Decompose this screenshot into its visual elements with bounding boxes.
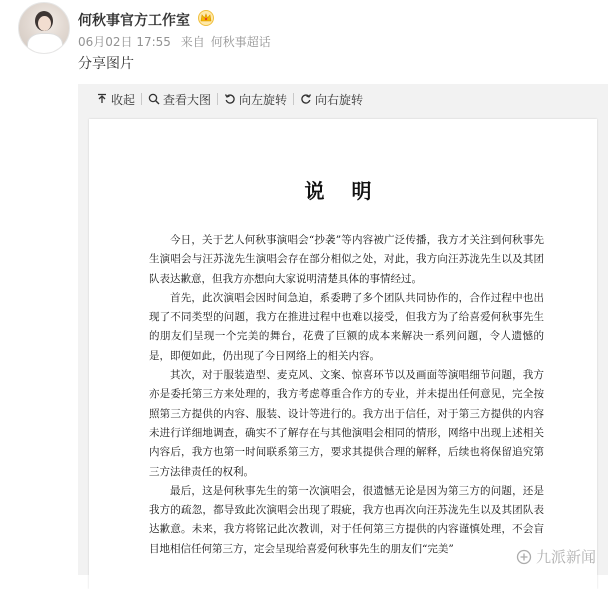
author-name[interactable]: 何秋事官方工作室 bbox=[78, 13, 190, 29]
collapse-label: 收起 bbox=[111, 92, 136, 107]
document-paragraph: 最后，这是何秋事先生的第一次演唱会，很遗憾无论是因为第三方的问题，还是我方的疏忽，都导致此次演唱会出现了瑕疵，我方也再次向汪苏泷先生以及其团队表达歉意。未来，我方将铭记此次教训，对于任何第三方提供的内容谨慎处理，不会盲目地相信任何第三方，定会呈现给喜爱何秋事先生的朋友们“完美” bbox=[149, 484, 544, 555]
collapse-icon bbox=[96, 93, 108, 105]
post-date[interactable]: 06月02日 17:55 bbox=[78, 35, 171, 49]
rotate-left-button[interactable] bbox=[218, 91, 293, 107]
watermark-text: 九派新闻 bbox=[535, 548, 596, 566]
view-large-button[interactable] bbox=[142, 91, 217, 107]
rotate-right-label: 向右旋转 bbox=[315, 92, 364, 107]
watermark-logo-icon bbox=[516, 549, 532, 565]
zoom-icon bbox=[148, 93, 160, 105]
watermark bbox=[516, 546, 596, 567]
image-toolbar bbox=[78, 84, 608, 114]
post-text: 分享图片 bbox=[78, 56, 134, 72]
collapse-button[interactable] bbox=[78, 91, 141, 107]
rotate-left-icon bbox=[224, 93, 236, 105]
source-prefix: 来自 bbox=[180, 35, 205, 49]
image-viewer bbox=[78, 84, 608, 575]
crown-icon bbox=[197, 10, 215, 26]
rotate-right-icon bbox=[300, 93, 312, 105]
document-paragraph: 其次，对于服装造型、麦克风、文案、惊喜环节以及画面等演唱细节问题，我方亦是委托第三方来处理的，我方考虑尊重合作方的专业，并未提出任何意见，完全按照第三方提供的内容、服装、设计等进行的。我方出于信任，对于第三方提供的内容未进行详细地调查，确实不了解存在与其他演唱会相同的情形，网络中出现上述相关内容后，我方也第一时间联系第三方，要求其提供合理的解释，后续也将保留追究第三方法律责任的权利。 bbox=[149, 369, 544, 478]
avatar-figure-body bbox=[27, 33, 63, 54]
post-source[interactable]: 何秋事超话 bbox=[210, 35, 271, 49]
statement-image[interactable] bbox=[89, 119, 597, 589]
view-large-label: 查看大图 bbox=[163, 92, 212, 107]
avatar[interactable] bbox=[18, 2, 70, 54]
post-meta bbox=[78, 33, 277, 50]
document-paragraph: 首先，此次演唱会因时间急迫，系委聘了多个团队共同协作的，合作过程中也出现了不同类型的问题，我方在推进过程中也难以接受，但我方为了给喜爱何秋事先生的朋友们呈现一个完美的舞台，花费了巨额的成本来解决一系列问题，令人遗憾的是，即便如此，仍出现了今日网络上的相关内容。 bbox=[149, 291, 544, 362]
document-body bbox=[149, 231, 544, 559]
rotate-left-label: 向左旋转 bbox=[239, 92, 288, 107]
rotate-right-button[interactable] bbox=[294, 91, 369, 107]
document-title: 说 明 bbox=[304, 179, 382, 203]
document-paragraph: 今日，关于艺人何秋事演唱会“抄袭”等内容被广泛传播，我方才关注到何秋事先生演唱会与汪苏泷先生演唱会存在部分相似之处，对此，我方向汪苏泷先生以及其团队表达歉意，但我方亦想向大家说明清楚具体的事情经过。 bbox=[149, 234, 544, 285]
avatar-figure-face bbox=[38, 16, 51, 31]
